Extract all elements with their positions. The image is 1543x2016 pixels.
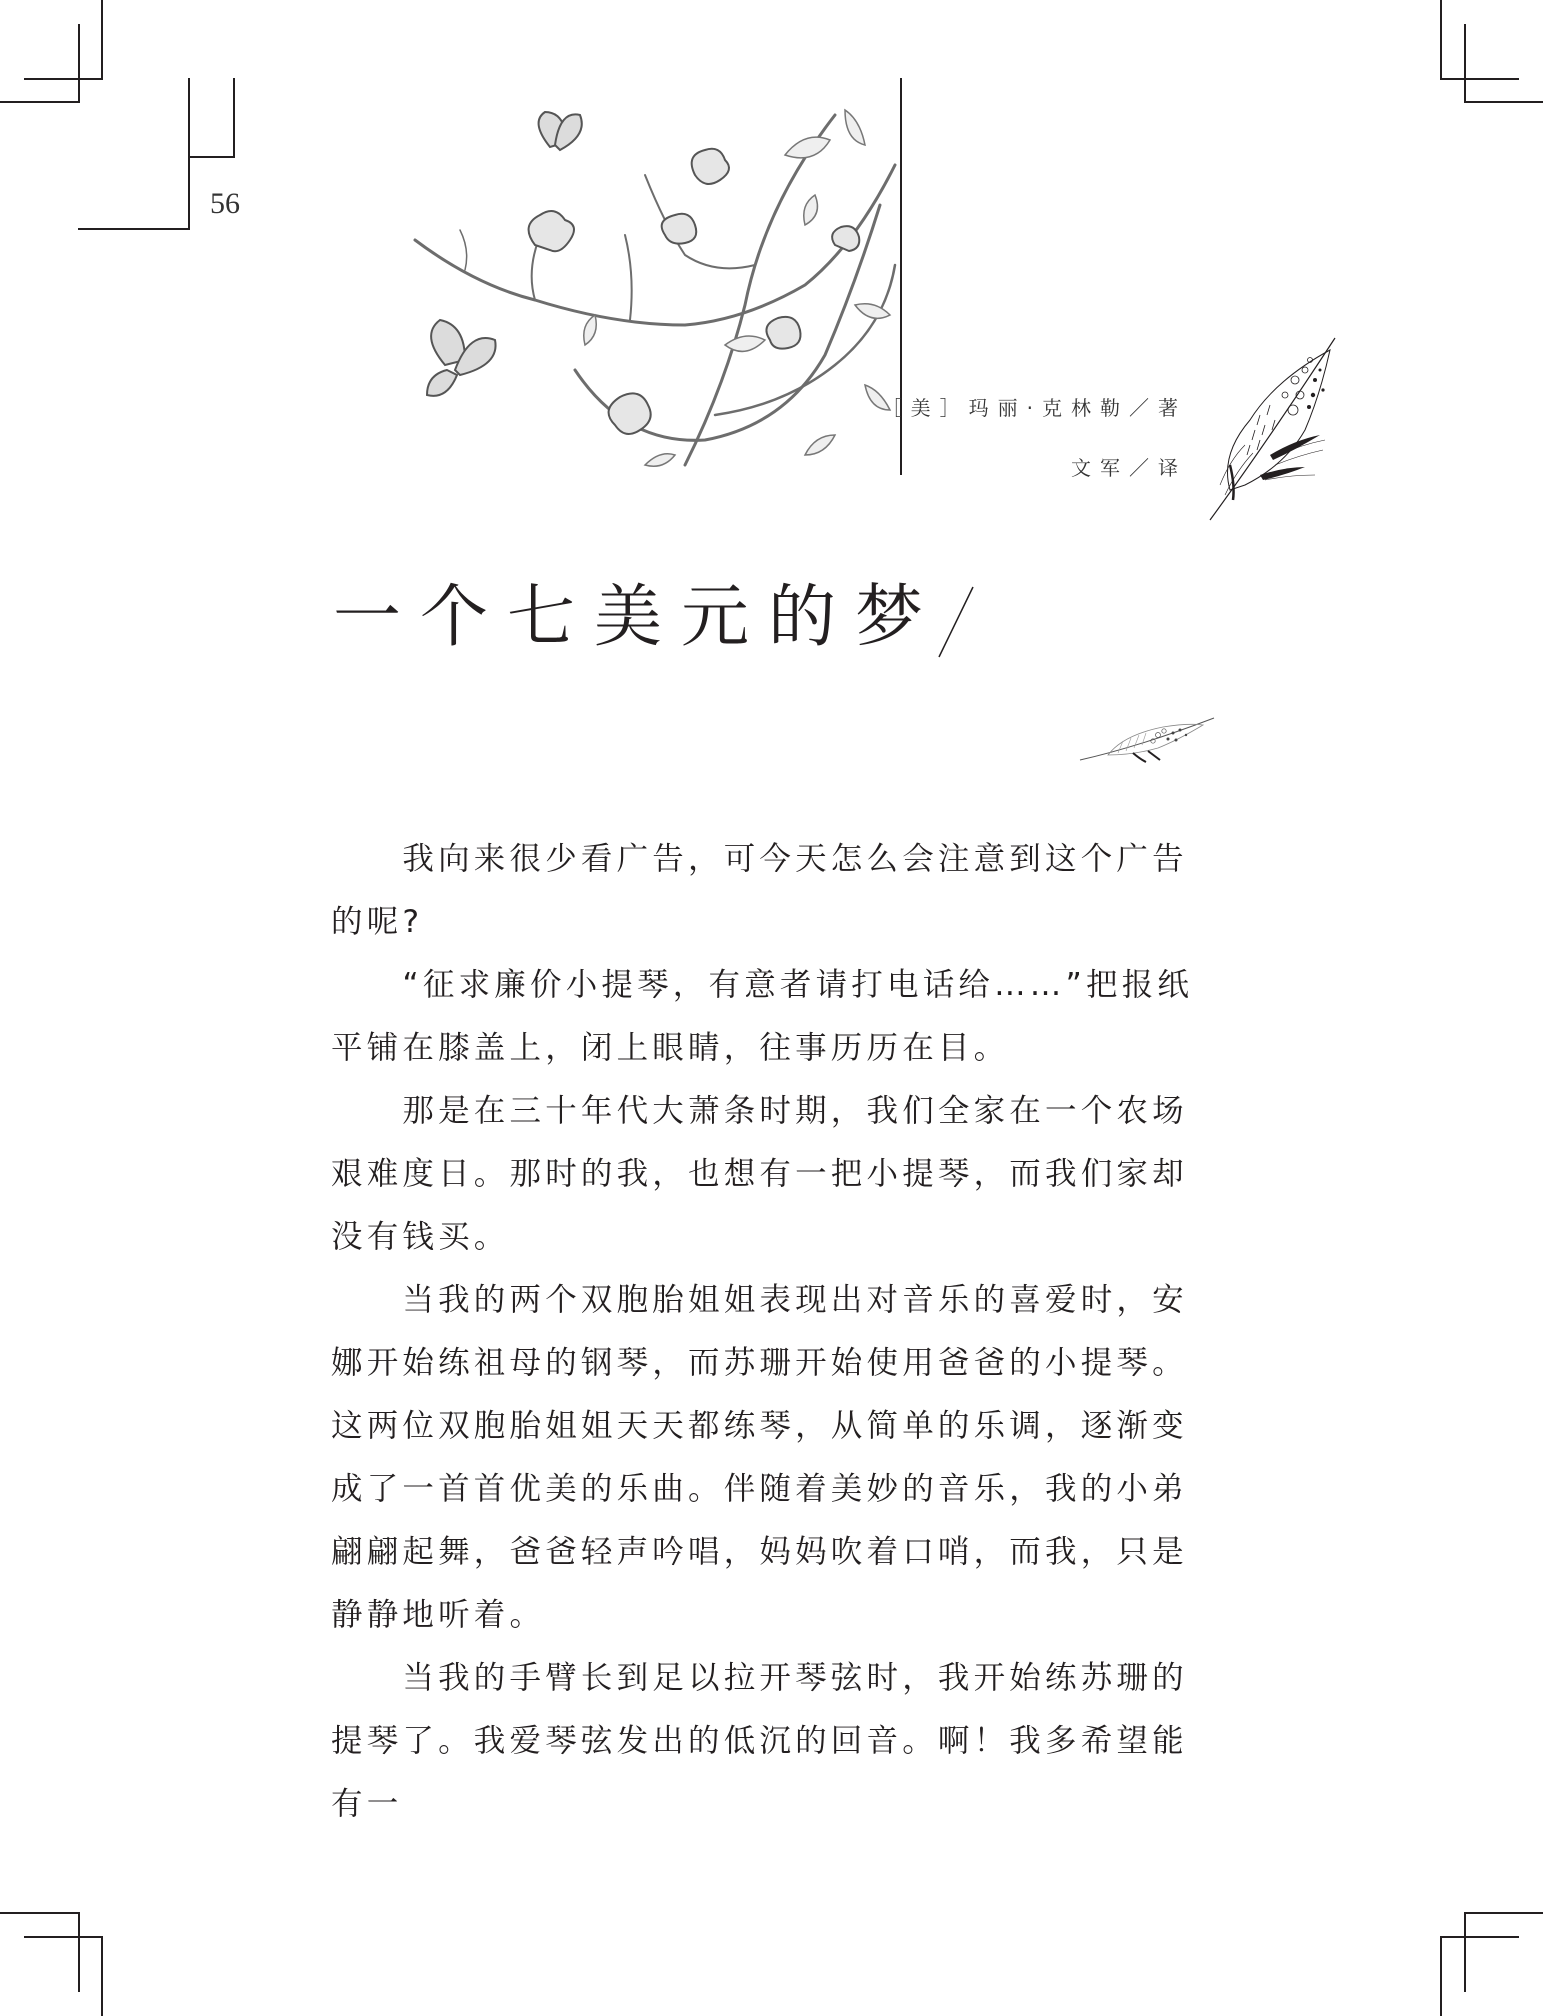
crop-line xyxy=(1440,78,1519,80)
bracket-line xyxy=(188,156,235,158)
paragraph: 当我的手臂长到足以拉开琴弦时，我开始练苏珊的提琴了。我爱琴弦发出的低沉的回音。啊！我多希望能有一 xyxy=(331,1660,1188,1822)
crop-line xyxy=(1464,1912,1543,1914)
crop-line xyxy=(101,1936,103,2016)
crop-line xyxy=(1464,24,1466,103)
crop-line xyxy=(101,0,103,79)
crop-line xyxy=(0,1912,80,1914)
paragraph: 当我的两个双胞胎姐姐表现出对音乐的喜爱时，安娜开始练祖母的钢琴，而苏珊开始使用爸爸的小提琴。这两位双胞胎姐姐天天都练琴，从简单的乐调，逐渐变成了一首首优美的乐曲。伴随着美妙的音乐，我的小弟翩翩起舞，爸爸轻声吟唱，妈妈吹着口哨，而我，只是静静地听着。 xyxy=(331,1282,1188,1633)
page-number: 56 xyxy=(210,187,240,220)
paragraph: 我向来很少看广告，可今天怎么会注意到这个广告的呢? xyxy=(331,841,1188,940)
translator-line: 文军／译 xyxy=(1071,456,1187,480)
paragraph: 那是在三十年代大萧条时期，我们全家在一个农场艰难度日。那时的我，也想有一把小提琴，而我们家却没有钱买。 xyxy=(331,1093,1188,1255)
title-slash-mark xyxy=(936,585,976,660)
feather-icon-large xyxy=(1205,335,1340,525)
bracket-line xyxy=(78,228,190,230)
crop-line xyxy=(78,1912,80,1992)
crop-line xyxy=(0,101,80,103)
paragraph: “征求廉价小提琴，有意者请打电话给……”把报纸平铺在膝盖上，闭上眼睛，往事历历在目。 xyxy=(331,967,1194,1066)
crop-line xyxy=(1440,1936,1442,2016)
article-body xyxy=(331,828,1201,1836)
crop-line xyxy=(1464,101,1543,103)
crop-line xyxy=(1464,1912,1466,1992)
author-line: ［美］玛丽·克林勒／著 xyxy=(881,396,1187,420)
crop-line xyxy=(78,24,80,103)
article-title: 一个七美元的梦 xyxy=(333,578,943,657)
bracket-line xyxy=(233,78,235,158)
feather-icon-small xyxy=(1078,715,1218,763)
crop-line xyxy=(1440,0,1442,79)
crop-line xyxy=(1440,1936,1519,1938)
crop-line xyxy=(24,1936,103,1938)
vine-butterfly-illustration xyxy=(385,85,897,480)
bracket-line xyxy=(188,78,190,230)
crop-line xyxy=(24,78,103,80)
